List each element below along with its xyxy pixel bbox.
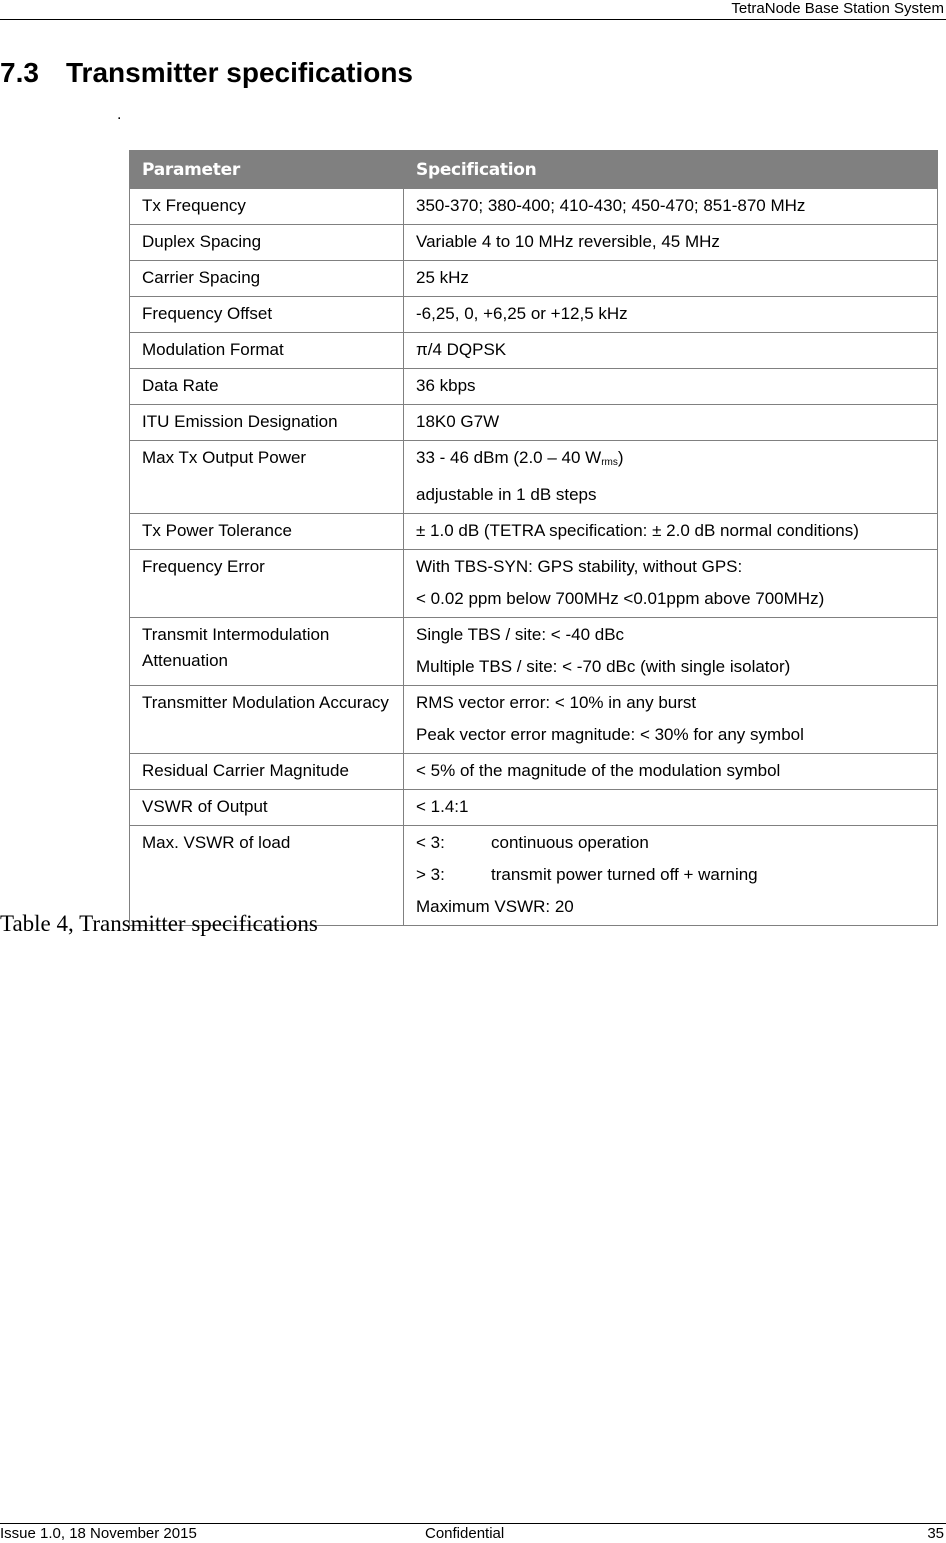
specification-cell (404, 225, 938, 261)
table-row (130, 514, 938, 550)
table-row (130, 369, 938, 405)
spec-line: -6,25, 0, +6,25 or +12,5 kHz (416, 304, 628, 323)
specification-cell (404, 405, 938, 441)
specification-cell (404, 790, 938, 826)
specification-cell (404, 333, 938, 369)
table-row (130, 405, 938, 441)
parameter-cell: Tx Frequency (130, 189, 404, 225)
running-header-title: TetraNode Base Station System (731, 0, 944, 17)
footer-page-number: 35 (927, 1525, 944, 1542)
spec-line: Maximum VSWR: 20 (416, 897, 574, 916)
table-caption: Table 4, Transmitter specifications (0, 911, 318, 936)
vswr-threshold: < 3: (416, 833, 445, 852)
table-row (130, 297, 938, 333)
column-header-parameter: Parameter (130, 151, 404, 189)
parameter-cell: Max. VSWR of load (130, 826, 404, 926)
parameter-cell: Data Rate (130, 369, 404, 405)
spec-line (416, 865, 925, 885)
rms-subscript: rms (601, 457, 618, 468)
spec-line: 36 kbps (416, 376, 476, 395)
spec-line (416, 833, 925, 853)
table-row (130, 225, 938, 261)
spec-line: π/4 DQPSK (416, 340, 507, 359)
parameter-cell: Residual Carrier Magnitude (130, 754, 404, 790)
parameter-cell: Carrier Spacing (130, 261, 404, 297)
table-row (130, 790, 938, 826)
specification-cell (404, 754, 938, 790)
vswr-action: continuous operation (491, 833, 649, 852)
power-range: 33 - 46 dBm (2.0 – 40 W (416, 448, 602, 467)
spec-line: < 0.02 ppm below 700MHz <0.01ppm above 700MHz) (416, 589, 825, 608)
spec-line: Peak vector error magnitude: < 30% for any symbol (416, 725, 804, 744)
table-row (130, 333, 938, 369)
spec-line: ± 1.0 dB (TETRA specification: ± 2.0 dB normal conditions) (416, 521, 859, 540)
spec-line: 25 kHz (416, 268, 469, 287)
specification-cell (404, 550, 938, 618)
table-row (130, 261, 938, 297)
parameter-cell: Max Tx Output Power (130, 441, 404, 514)
table-row (130, 189, 938, 225)
spec-line: With TBS-SYN: GPS stability, without GPS: (416, 557, 743, 576)
table-row (130, 441, 938, 514)
specification-cell (404, 297, 938, 333)
column-header-specification: Specification (404, 151, 938, 189)
spec-line (416, 448, 925, 473)
table-row (130, 618, 938, 686)
section-heading (0, 56, 413, 90)
parameter-cell: Frequency Error (130, 550, 404, 618)
vswr-threshold: > 3: (416, 865, 445, 884)
section-number: 7.3 (0, 57, 39, 88)
spec-line: adjustable in 1 dB steps (416, 485, 597, 504)
parameter-cell: VSWR of Output (130, 790, 404, 826)
parameter-cell: Frequency Offset (130, 297, 404, 333)
section-title: Transmitter specifications (66, 57, 414, 88)
specification-cell (404, 826, 938, 926)
specification-cell (404, 686, 938, 754)
spec-line: < 1.4:1 (416, 797, 469, 816)
spec-line: Multiple TBS / site: < -70 dBc (with single isolator) (416, 657, 791, 676)
table-body (130, 189, 938, 926)
spec-line: RMS vector error: < 10% in any burst (416, 693, 697, 712)
spec-line: 18K0 G7W (416, 412, 500, 431)
parameter-cell: ITU Emission Designation (130, 405, 404, 441)
specification-cell (404, 618, 938, 686)
specification-cell (404, 189, 938, 225)
spec-line: 350-370; 380-400; 410-430; 450-470; 851-870 MHz (416, 196, 806, 215)
specification-cell (404, 514, 938, 550)
footer-issue: Issue 1.0, 18 November 2015 (0, 1525, 197, 1542)
spec-line: Single TBS / site: < -40 dBc (416, 625, 625, 644)
table-row (130, 754, 938, 790)
spec-line: < 5% of the magnitude of the modulation symbol (416, 761, 781, 780)
specification-cell (404, 441, 938, 514)
vswr-action: transmit power turned off + warning (491, 865, 758, 884)
spec-line: Variable 4 to 10 MHz reversible, 45 MHz (416, 232, 720, 251)
power-suffix: ) (617, 448, 624, 467)
header-divider (0, 19, 946, 20)
parameter-cell: Duplex Spacing (130, 225, 404, 261)
footer-confidentiality: Confidential (425, 1525, 505, 1542)
table-row (130, 550, 938, 618)
stray-mark: . (117, 106, 122, 123)
parameter-cell: Transmit Intermodulation Attenuation (130, 618, 404, 686)
parameter-cell: Modulation Format (130, 333, 404, 369)
footer-divider (0, 1523, 946, 1524)
parameter-cell: Transmitter Modulation Accuracy (130, 686, 404, 754)
table-row (130, 686, 938, 754)
table-header-row (130, 151, 938, 189)
parameter-cell: Tx Power Tolerance (130, 514, 404, 550)
specification-cell (404, 261, 938, 297)
specification-cell (404, 369, 938, 405)
transmitter-spec-table (129, 150, 938, 926)
